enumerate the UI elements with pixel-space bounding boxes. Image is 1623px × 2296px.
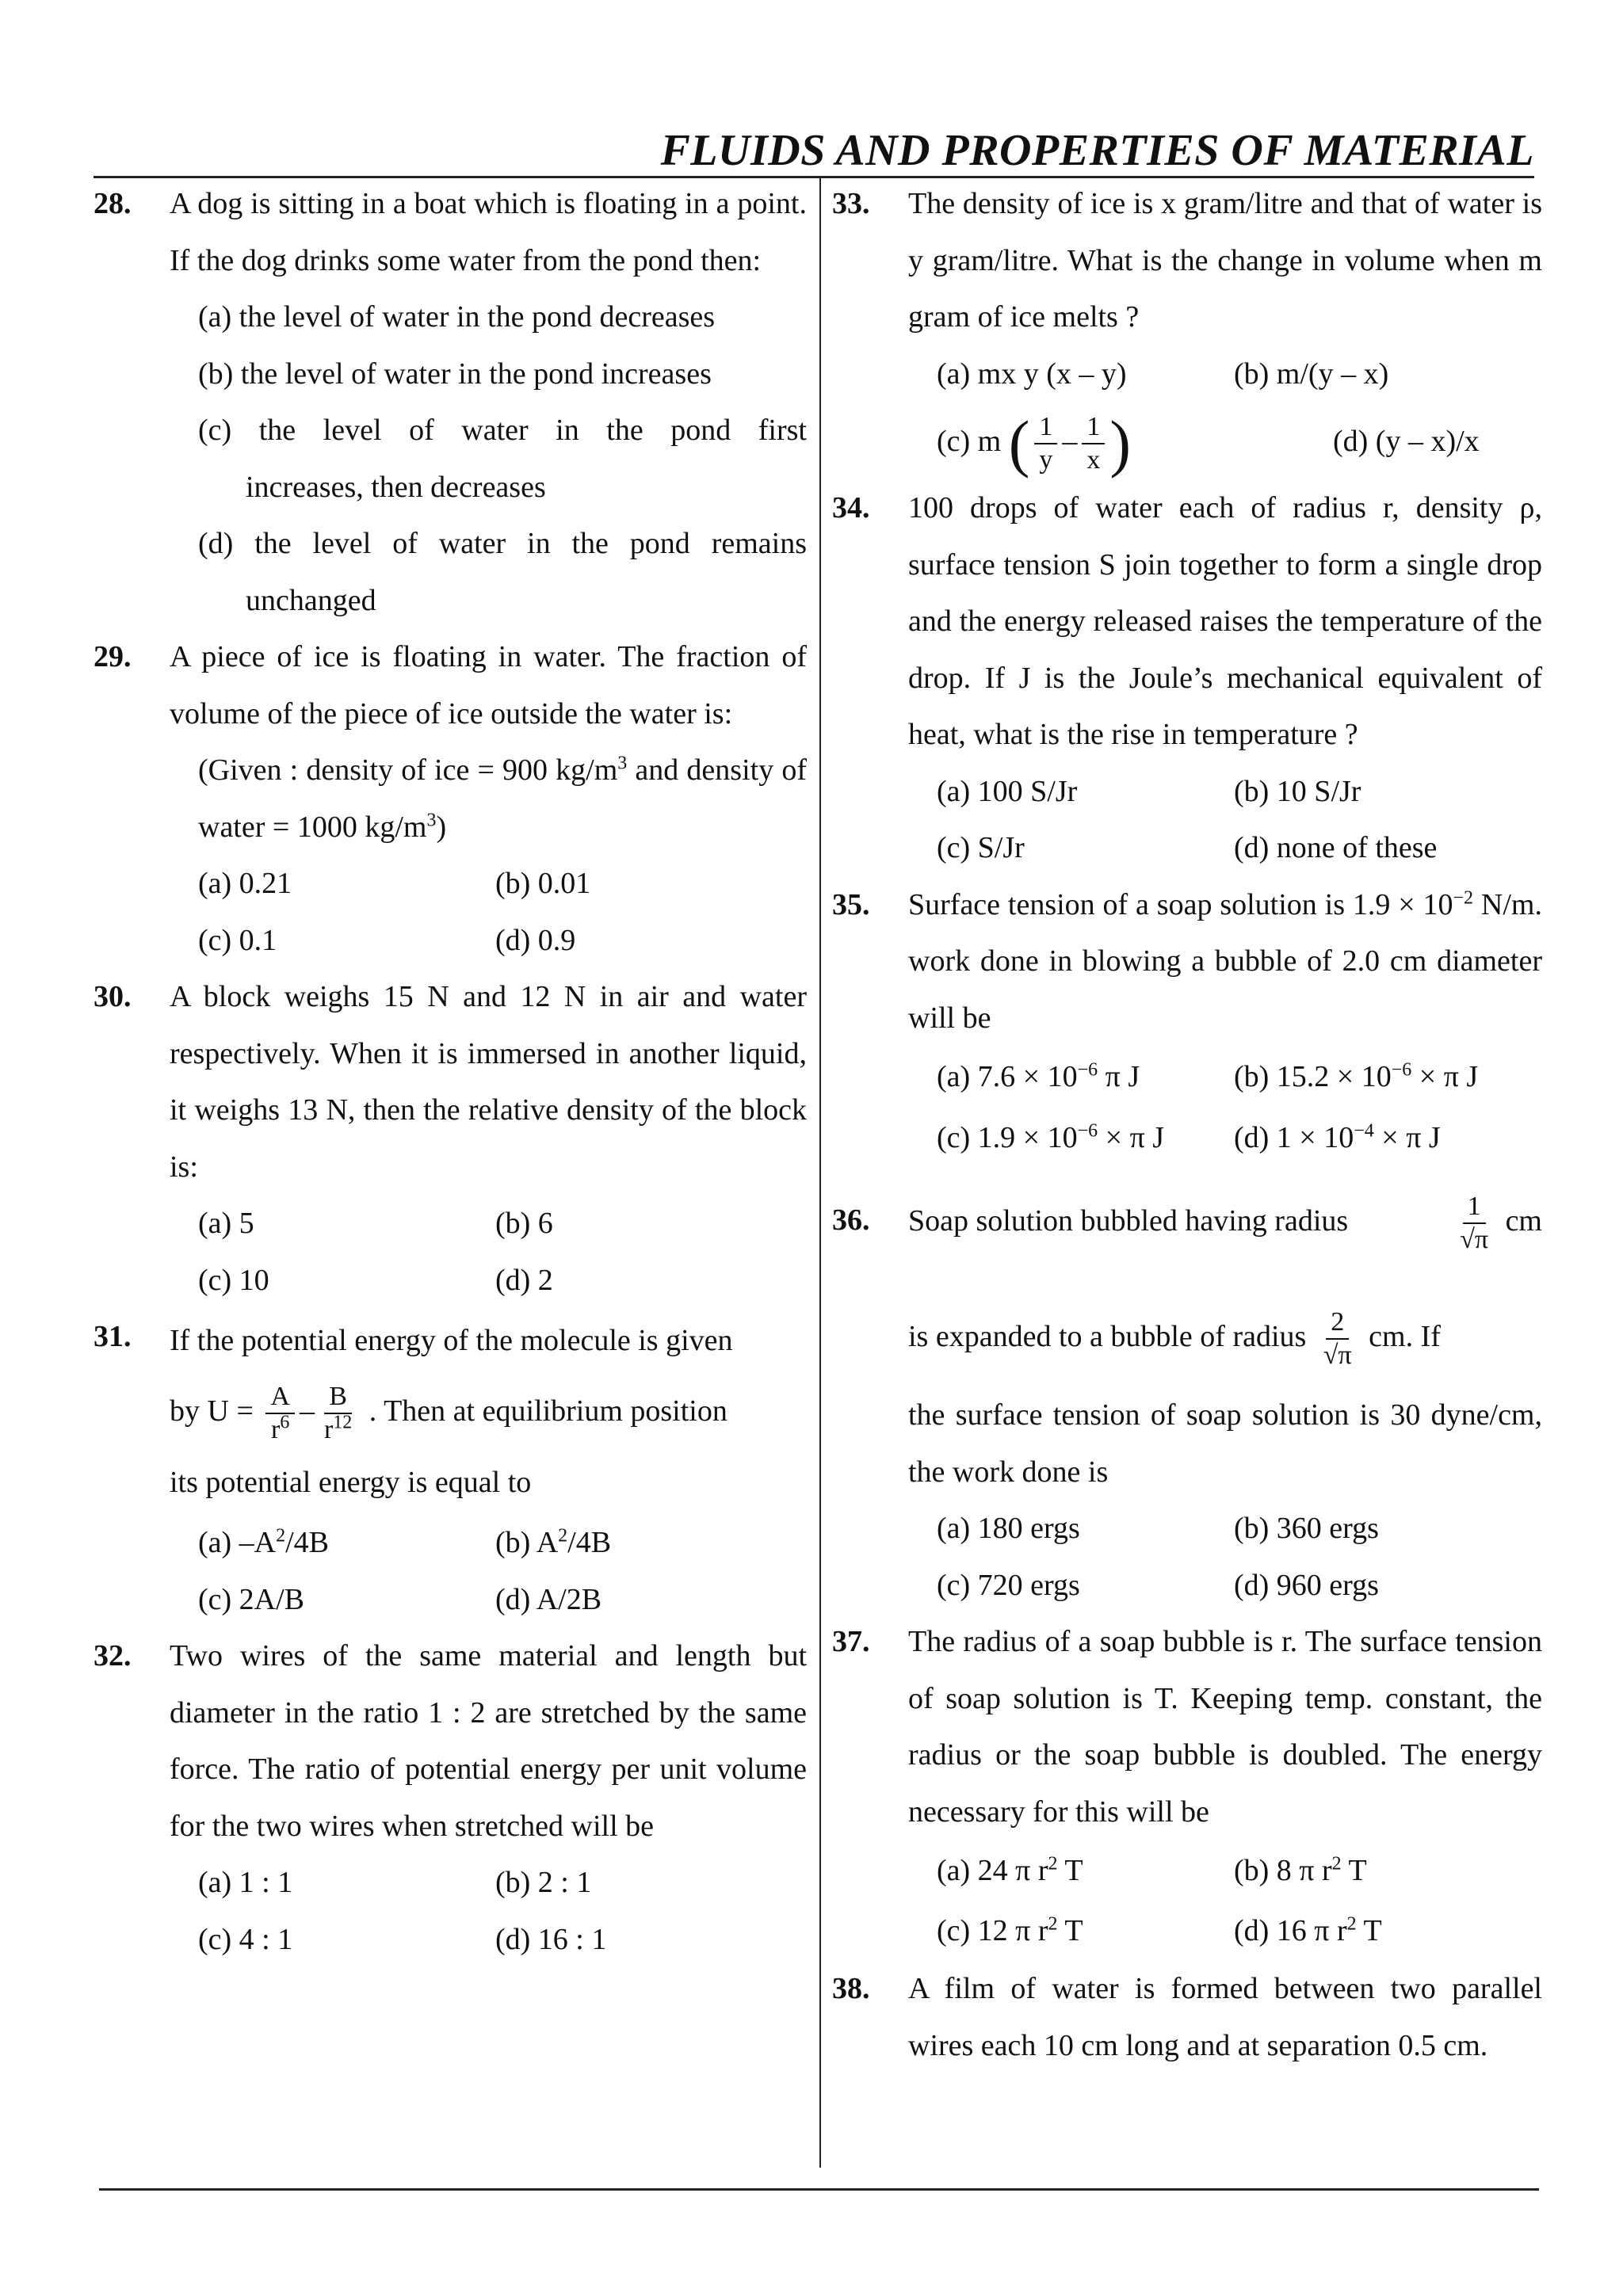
denominator: x — [1086, 445, 1101, 475]
superscript: 2 — [276, 1525, 286, 1547]
option-d: (d) 16 : 1 — [495, 1922, 607, 1956]
question-37 — [832, 1614, 1542, 1961]
option-d-line2: unchanged — [246, 583, 376, 617]
question-number: 34. — [832, 491, 870, 524]
question-number: 35. — [832, 887, 870, 921]
question-31 — [94, 1309, 807, 1628]
option-b: (b) m/(y – x) — [1234, 357, 1389, 391]
numerator: A — [265, 1381, 295, 1414]
question-number: 37. — [832, 1625, 870, 1658]
page-header-title: FLUIDS AND PROPERTIES OF MATERIAL — [660, 126, 1534, 175]
column-divider — [819, 177, 821, 2168]
formula-prefix: by U = — [170, 1394, 254, 1428]
question-34 — [832, 480, 1542, 877]
option-b: (b) 2 : 1 — [495, 1866, 592, 1899]
radius-line-2 — [908, 1286, 1542, 1387]
option-a: (a) 1 : 1 — [198, 1866, 293, 1899]
options-grid — [170, 1196, 807, 1309]
option-d: (d) (y – x)/x — [1333, 425, 1480, 458]
question-number: 32. — [94, 1639, 132, 1672]
superscript: 3 — [617, 753, 628, 774]
options-grid — [908, 346, 1542, 481]
question-32 — [94, 1628, 807, 1968]
option-text: T — [1057, 1914, 1083, 1947]
option-text: T — [1057, 1854, 1083, 1887]
superscript: −4 — [1354, 1120, 1374, 1142]
left-column — [94, 176, 807, 1968]
option-d: (d) 2 — [495, 1263, 553, 1297]
question-number: 29. — [94, 640, 132, 673]
options-grid — [170, 1515, 807, 1628]
options-grid — [170, 1855, 807, 1968]
question-28 — [94, 176, 807, 629]
option-text: T — [1341, 1854, 1367, 1887]
numerator: 2 — [1326, 1306, 1349, 1340]
option-c: (c) 2A/B — [198, 1582, 305, 1616]
note-part: ) — [436, 810, 447, 844]
right-column — [832, 176, 1542, 2074]
superscript: 2 — [1346, 1913, 1357, 1935]
options-grid — [908, 764, 1542, 877]
text-part: Surface tension of a soap solution is 1.9 × 10 — [908, 887, 1453, 921]
text-part: is expanded to a bubble of radius — [908, 1320, 1307, 1353]
radius-line-1 — [908, 1173, 1542, 1268]
options-grid — [908, 1501, 1542, 1614]
option-b: (b) 10 S/Jr — [1234, 774, 1361, 808]
option-a: (a) 5 — [198, 1207, 254, 1240]
option-a — [937, 1047, 1234, 1108]
option-d — [1234, 1108, 1542, 1169]
question-number: 28. — [94, 187, 132, 220]
question-text: A piece of ice is floating in water. The fraction of volume of the piece of ice outside the water is: — [170, 640, 807, 730]
option-d: (d) 960 ergs — [1234, 1568, 1379, 1602]
question-text — [908, 877, 1542, 1047]
option-b: (b) the level of water in the pond increases — [198, 357, 712, 391]
question-38 — [832, 1961, 1542, 2074]
option-c — [937, 1108, 1234, 1169]
text-part: cm. If — [1369, 1320, 1441, 1353]
option-a — [198, 1515, 495, 1572]
option-b: (b) 6 — [495, 1207, 553, 1240]
option-text: (a) 24 π r — [937, 1854, 1048, 1887]
question-36 — [832, 1173, 1542, 1614]
option-a — [937, 1840, 1234, 1901]
superscript: 2 — [1048, 1913, 1058, 1935]
option-text: (d) 16 π r — [1234, 1914, 1347, 1947]
den-base: r — [323, 1415, 334, 1445]
option-text: (d) 1 × 10 — [1234, 1121, 1354, 1154]
denominator — [266, 1414, 294, 1446]
numerator: 1 — [1034, 411, 1057, 444]
note-part: and density of water = 1000 kg/m — [198, 753, 807, 844]
question-text: 100 drops of water each of radius r, density ρ, surface tension S join together to form a single drop and the energy released raises the temperature of the drop. If J is the Joule’s mechanical equivalent of heat, what is the rise in temperature ? — [908, 491, 1542, 751]
formula-line: by U = $\frac{A}{r^6}$ – $\frac{B}{r^{12}}$ . Then at equilibrium position — [170, 1382, 727, 1445]
superscript: −6 — [1391, 1059, 1412, 1081]
superscript: −6 — [1077, 1120, 1098, 1142]
question-text: the surface tension of soap solution is 30 dyne/cm, the work done is — [908, 1398, 1542, 1489]
option-text: × π J — [1411, 1060, 1479, 1093]
question-text: A dog is sitting in a boat which is floating in a point. If the dog drinks some water from the pond then: — [170, 187, 807, 277]
option-b: (b) 360 ergs — [1234, 1512, 1379, 1545]
option-b — [1234, 1047, 1542, 1108]
option-c-line1: (c) the level of water in the pond first — [198, 414, 807, 447]
option-d: (d) 0.9 — [495, 923, 576, 957]
option-text: (a) –A — [198, 1526, 277, 1559]
option-d-line1: (d) the level of water in the pond remains — [198, 527, 807, 560]
options-grid — [170, 856, 807, 969]
option-d — [170, 516, 807, 629]
option-c: (c) 0.1 — [198, 923, 277, 957]
option-a: (a) 0.21 — [198, 867, 292, 900]
option-text: (c) m — [937, 425, 1002, 458]
option-b — [1234, 1840, 1542, 1901]
option-text: (a) 7.6 × 10 — [937, 1060, 1078, 1093]
question-number: 38. — [832, 1972, 870, 2005]
den-base: r — [270, 1415, 281, 1445]
denominator — [319, 1414, 357, 1446]
right-paren: ) — [1109, 409, 1132, 479]
option-a: (a) 180 ergs — [937, 1512, 1080, 1545]
superscript: 2 — [558, 1525, 568, 1547]
text-part: N/m. work done in blowing a bubble of 2.0 cm diameter will be — [908, 887, 1542, 1035]
question-text: If the potential energy of the molecule is given — [170, 1324, 733, 1357]
option-d: (d) none of these — [1234, 831, 1438, 864]
option-text: (c) 1.9 × 10 — [937, 1121, 1078, 1154]
option-c — [937, 1901, 1234, 1961]
option-c: (c) 720 ergs — [937, 1568, 1080, 1602]
fraction-2-over-root-pi — [1319, 1306, 1357, 1371]
text-part: cm — [1505, 1204, 1542, 1238]
option-text: × π J — [1373, 1121, 1441, 1154]
numerator: 1 — [1082, 411, 1105, 444]
superscript: 2 — [1331, 1853, 1342, 1875]
footer-rule — [99, 2188, 1539, 2191]
superscript: −6 — [1077, 1059, 1098, 1081]
numerator: 1 — [1463, 1191, 1486, 1224]
option-text: (c) 12 π r — [937, 1914, 1048, 1947]
exponent: 6 — [280, 1412, 290, 1433]
option-text: (b) A — [495, 1526, 559, 1559]
fraction-a-over-r6 — [265, 1381, 295, 1446]
question-text: The radius of a soap bubble is r. The surface tension of soap solution is T. Keeping temp. constant, the radius or the soap bubble is doubled. The energy necessary for this will be — [908, 1625, 1542, 1829]
options-grid — [908, 1047, 1542, 1169]
option-b — [495, 1515, 807, 1572]
question-text-continued: its potential energy is equal to — [170, 1466, 532, 1499]
question-number: 33. — [832, 187, 870, 220]
options-grid — [908, 1840, 1542, 1961]
option-c: (c) S/Jr — [937, 831, 1025, 864]
given-note — [170, 742, 807, 856]
denominator: √π — [1460, 1225, 1489, 1255]
option-d — [1234, 1901, 1542, 1961]
option-text: π J — [1098, 1060, 1140, 1093]
fraction-1-over-x — [1082, 411, 1105, 476]
option-c-line2: increases, then decreases — [246, 470, 546, 504]
superscript: 2 — [1048, 1853, 1058, 1875]
question-text: Two wires of the same material and length but diameter in the ratio 1 : 2 are stretched by the same force. The ratio of potential energy per unit volume for the two wires when stretched will be — [170, 1639, 807, 1843]
option-text: × π J — [1098, 1121, 1165, 1154]
fraction-b-over-r12 — [319, 1381, 357, 1446]
option-text: T — [1356, 1914, 1382, 1947]
option-c: (c) m ( $\frac{1}{y}$ – $\frac{1}{x}$ ) — [937, 409, 1132, 479]
note-part: (Given : density of ice = 900 kg/m — [198, 753, 618, 787]
fraction-1-over-root-pi — [1455, 1191, 1493, 1256]
question-35 — [832, 877, 1542, 1169]
question-text: The density of ice is x gram/litre and that of water is y gram/litre. What is the change in volume when m gram of ice melts ? — [908, 187, 1542, 334]
superscript: −2 — [1453, 887, 1474, 908]
option-text: /4B — [567, 1526, 612, 1559]
question-text: A block weighs 15 N and 12 N in air and water respectively. When it is immersed in another liquid, it weighs 13 N, then the relative density of the block is: — [170, 980, 807, 1184]
question-30 — [94, 969, 807, 1309]
option-a: (a) mx y (x – y) — [937, 357, 1127, 391]
denominator: √π — [1323, 1341, 1352, 1371]
option-a: (a) the level of water in the pond decreases — [198, 300, 716, 334]
numerator: B — [324, 1381, 352, 1414]
fraction-group — [1450, 1173, 1542, 1268]
option-b: (b) 0.01 — [495, 867, 591, 900]
superscript: 3 — [426, 809, 437, 830]
option-d: (d) A/2B — [495, 1582, 602, 1616]
fraction-1-over-y — [1034, 411, 1057, 476]
question-number: 31. — [94, 1320, 132, 1353]
question-text: A film of water is formed between two parallel wires each 10 cm long and at separation 0.5 cm. — [908, 1972, 1542, 2062]
option-text: (b) 15.2 × 10 — [1234, 1060, 1392, 1093]
option-text: (b) 8 π r — [1234, 1854, 1332, 1887]
question-number: 30. — [94, 980, 132, 1013]
question-33 — [832, 176, 1542, 480]
text-part: Soap solution bubbled having radius — [908, 1204, 1349, 1238]
option-c — [170, 402, 807, 516]
option-a: (a) 100 S/Jr — [937, 774, 1078, 808]
left-paren: ( — [1008, 409, 1030, 479]
denominator: y — [1039, 445, 1053, 475]
option-text: /4B — [285, 1526, 330, 1559]
formula-suffix: . Then at equilibrium position — [369, 1394, 727, 1428]
option-c: (c) 4 : 1 — [198, 1922, 293, 1956]
question-29 — [94, 629, 807, 969]
option-c: (c) 10 — [198, 1263, 269, 1297]
exponent: 12 — [333, 1412, 353, 1433]
question-number: 36. — [832, 1203, 870, 1237]
